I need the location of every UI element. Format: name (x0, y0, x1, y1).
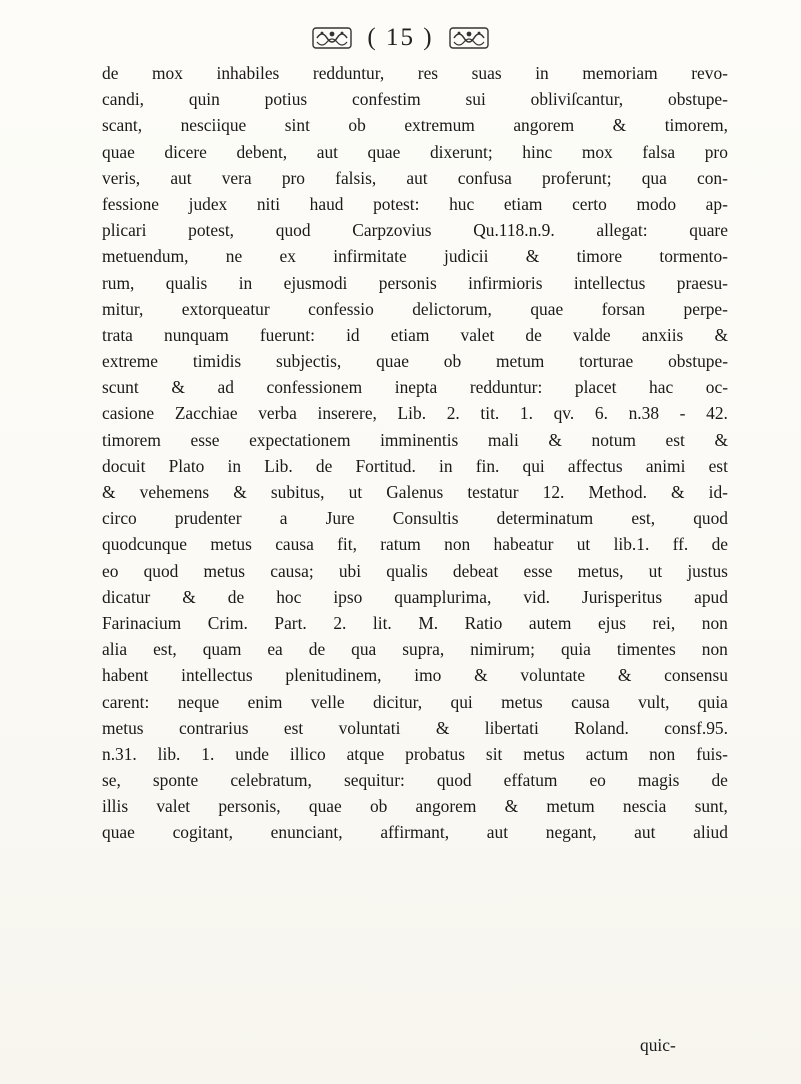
text-line: n.31. lib. 1. unde illico atque probatus sit metus actum non fuis- (102, 743, 728, 764)
body-text (102, 60, 728, 846)
page-header (0, 18, 801, 58)
floral-ornament-right-icon (448, 24, 490, 52)
text-line: casione Zacchiae verba inserere, Lib. 2. tit. 1. qv. 6. n.38 - 42. (102, 403, 728, 424)
text-line: candi, quin potius confestim sui obliviſcantur, obstupe- (102, 89, 728, 110)
catchword: quic- (640, 1035, 676, 1055)
text-line: plicari potest, quod Carpzovius Qu.118.n.9. allegat: quare (102, 220, 728, 241)
text-line: carent: neque enim velle dicitur, qui metus causa vult, quia (102, 691, 728, 712)
text-line: rum, qualis in ejusmodi personis infirmioris intellectus praesu- (102, 272, 728, 293)
text-line: veris, aut vera pro falsis, aut confusa proferunt; qua con- (102, 167, 728, 188)
text-line: eo quod metus causa; ubi qualis debeat esse metus, ut justus (102, 560, 728, 581)
floral-ornament-left-icon (311, 24, 353, 52)
text-line: Farinacium Crim. Part. 2. lit. M. Ratio autem ejus rei, non (102, 612, 728, 633)
text-line: mitur, extorqueatur confessio delictorum, quae forsan perpe- (102, 298, 728, 319)
text-line: se, sponte celebratum, sequitur: quod effatum eo magis de (102, 770, 728, 791)
text-line: scant, nesciique sint ob extremum angorem & timorem, (102, 115, 728, 136)
text-line: illis valet personis, quae ob angorem & metum nescia sunt, (102, 796, 728, 817)
text-line: de mox inhabiles redduntur, res suas in memoriam revo- (102, 63, 728, 83)
text-line: timorem esse expectationem imminentis mali & notum est & (102, 429, 728, 450)
text-line: docuit Plato in Lib. de Fortitud. in fin. qui affectus animi est (102, 455, 728, 476)
text-line: & vehemens & subitus, ut Galenus testatur 12. Method. & id- (102, 482, 728, 502)
page-number: ( 15 ) (367, 24, 434, 51)
text-line: metuendum, ne ex infirmitate judicii & timore tormento- (102, 246, 728, 267)
text-line: circo prudenter a Jure Consultis determinatum est, quod (102, 508, 728, 529)
text-line: extreme timidis subjectis, quae ob metum torturae obstupe- (102, 351, 728, 372)
text-line: alia est, quam ea de qua supra, nimirum; quia timentes non (102, 639, 728, 660)
text-line: dicatur & de hoc ipso quamplurima, vid. Jurisperitus apud (102, 586, 728, 607)
text-line: quae cogitant, enunciant, affirmant, aut negant, aut aliud (102, 822, 728, 843)
text-line: quodcunque metus causa fit, ratum non habeatur ut lib.1. ff. de (102, 534, 728, 555)
text-line: metus contrarius est voluntati & libertati Roland. consf.95. (102, 717, 728, 738)
text-line: habent intellectus plenitudinem, imo & voluntate & consensu (102, 665, 728, 686)
text-line: fessione judex niti haud potest: huc etiam certo modo ap- (102, 193, 728, 214)
text-line: trata nunquam fuerunt: id etiam valet de valde anxiis & (102, 324, 728, 345)
text-line: quae dicere debent, aut quae dixerunt; hinc mox falsa pro (102, 141, 728, 162)
text-line: scunt & ad confessionem inepta redduntur: placet hac oc- (102, 377, 728, 398)
